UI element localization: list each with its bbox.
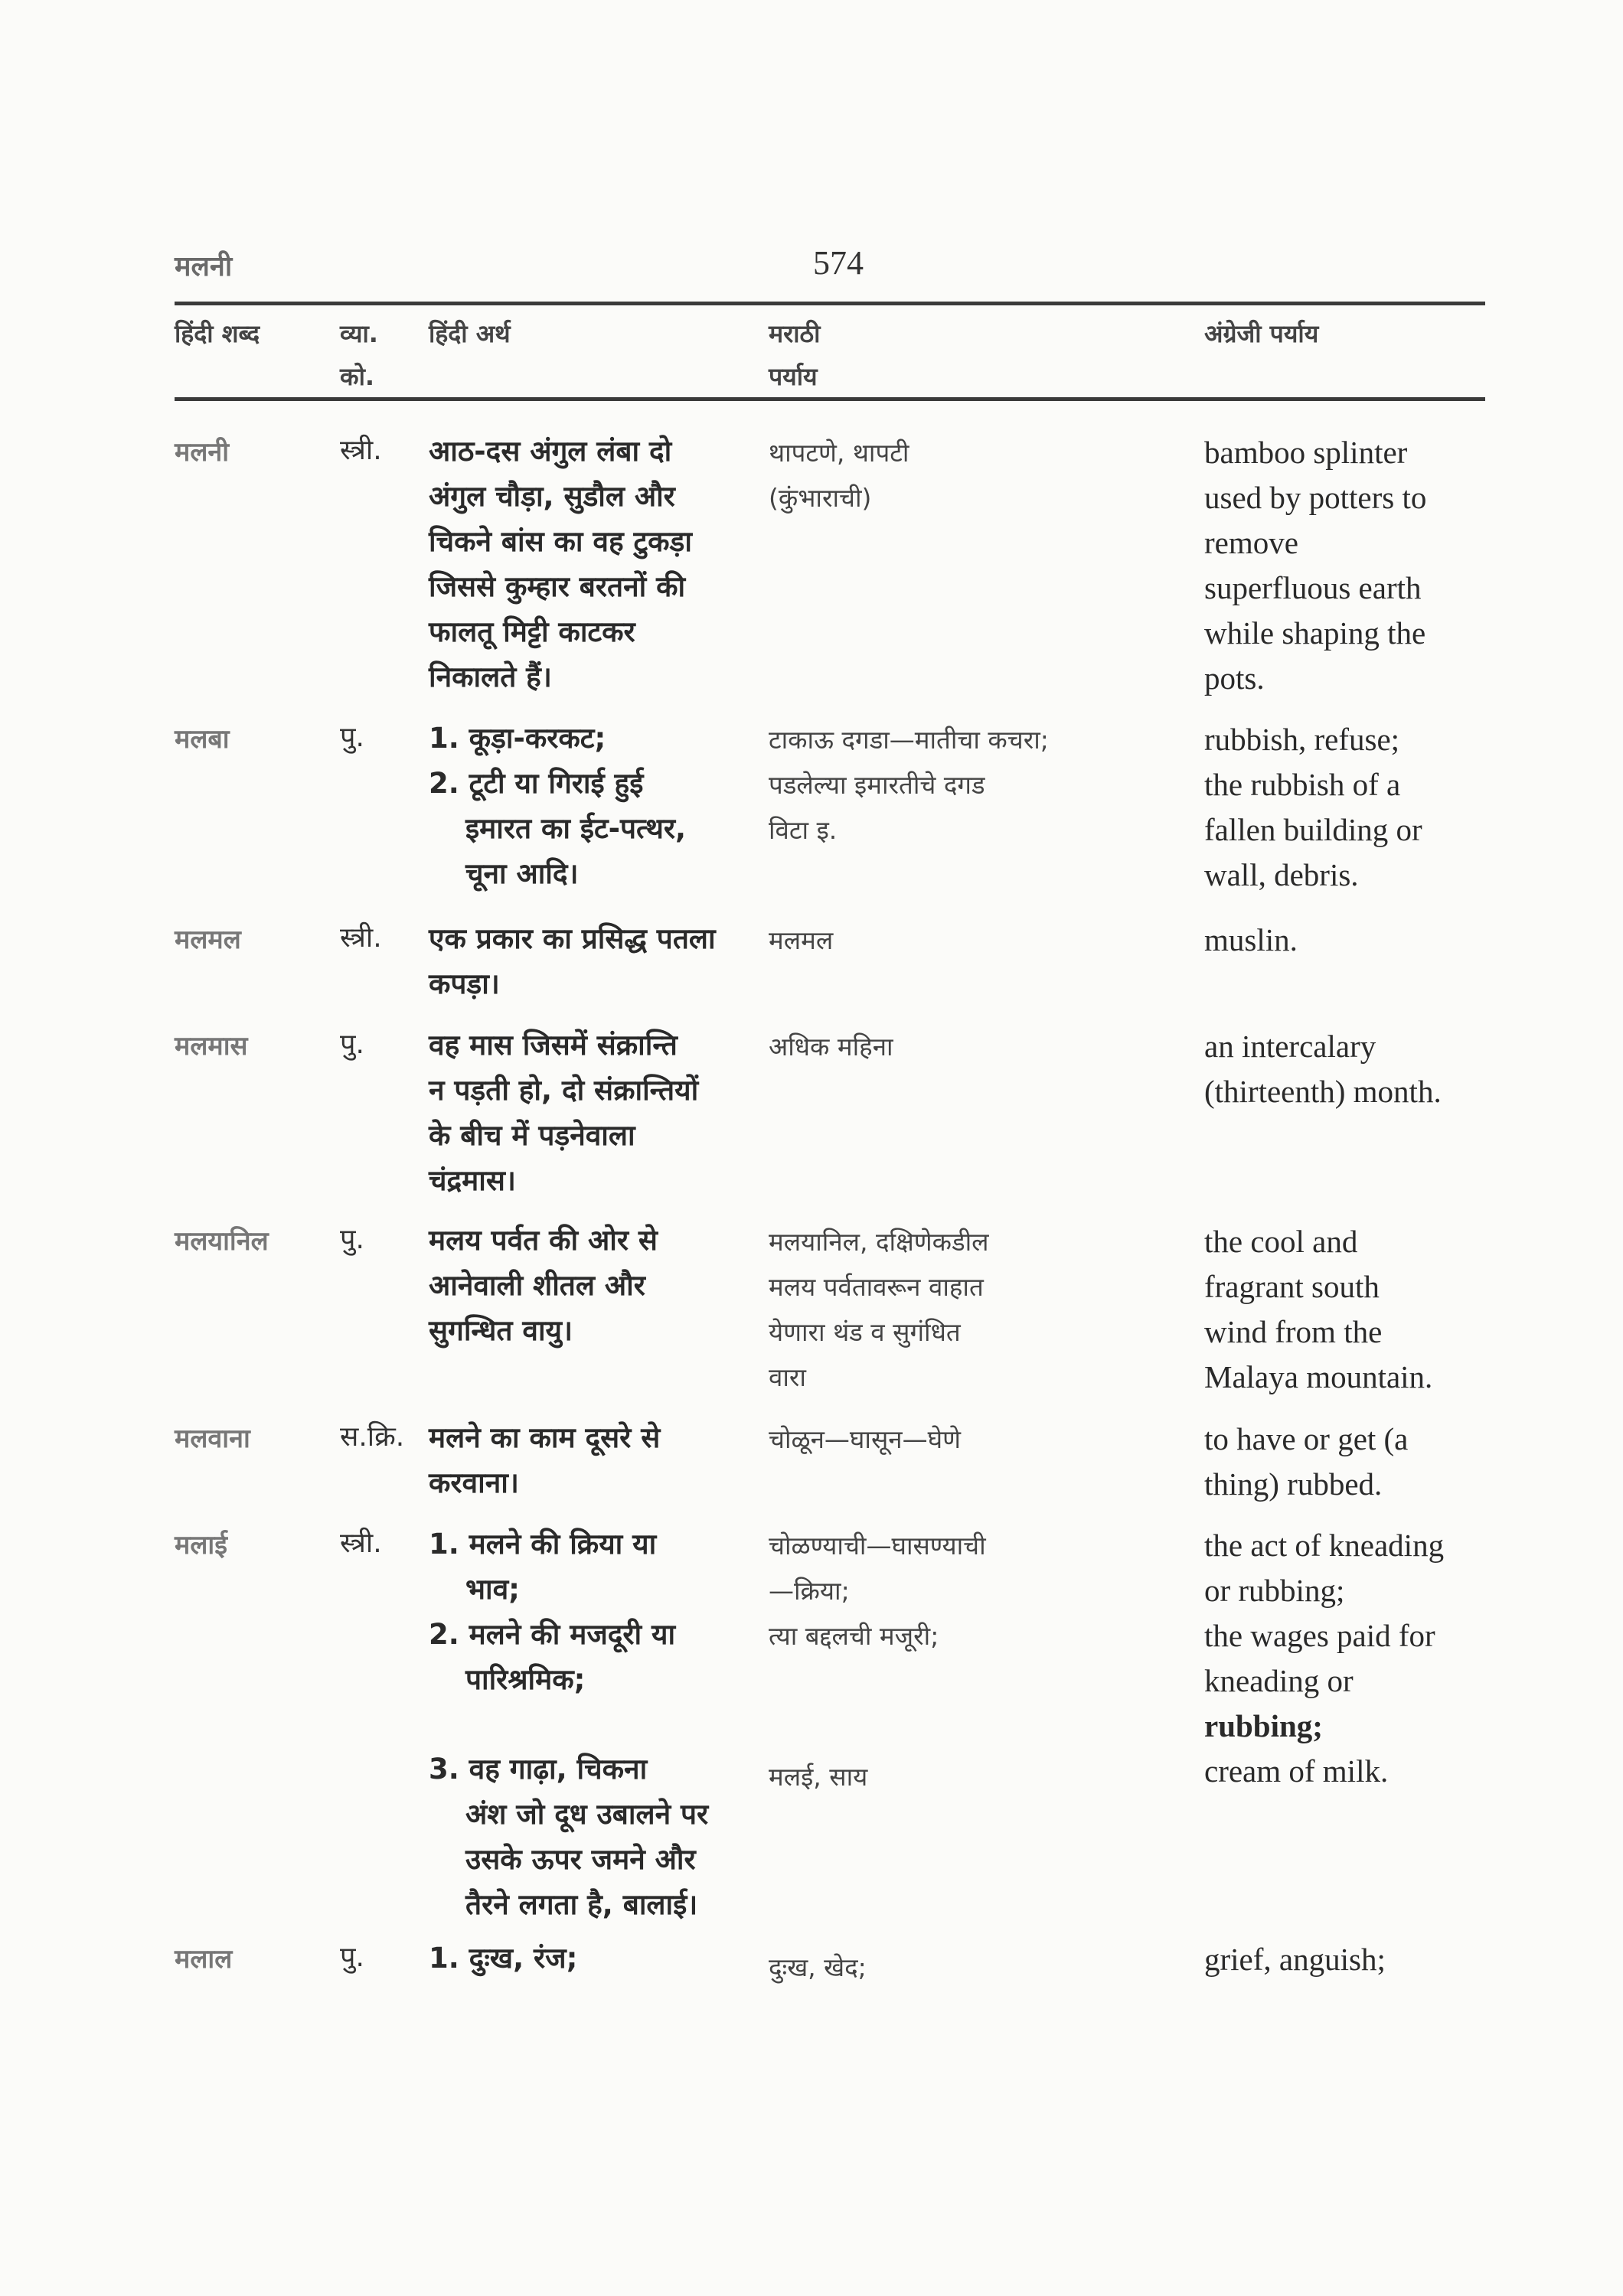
- hindi-meaning: [429, 916, 716, 1006]
- english-synonym-line: cream of milk.: [1204, 1753, 1389, 1789]
- marathi-synonym-line: मलई, साय: [769, 1762, 868, 1792]
- english-synonym-line: Malaya mountain.: [1204, 1359, 1433, 1394]
- header-bottom-rule: [175, 397, 1485, 401]
- hindi-meaning-line: आठ-दस अंगुल लंबा दो: [429, 435, 672, 468]
- hindi-meaning-line: चिकने बांस का वह टुकड़ा: [429, 525, 692, 558]
- hindi-meaning-line: सुगन्धित वायु।: [429, 1314, 573, 1347]
- hindi-meaning-line: जिससे कुम्हार बरतनों की: [429, 570, 686, 603]
- marathi-synonym-line: अधिक महिना: [769, 1032, 893, 1062]
- hindi-meaning-line: पारिश्रमिक;: [465, 1663, 586, 1696]
- marathi-synonym-line: चोळून—घासून—घेणे: [769, 1424, 961, 1454]
- marathi-synonym: [769, 1417, 961, 1462]
- marathi-synonym-line: त्या बद्दलची मजूरी;: [769, 1621, 939, 1651]
- english-synonym-line: rubbish, refuse;: [1204, 722, 1400, 757]
- hindi-meaning-line: आनेवाली शीतल और: [429, 1269, 645, 1302]
- hindi-meaning-line: करवाना।: [429, 1466, 519, 1499]
- column-header-grammar: व्या.: [340, 319, 378, 348]
- english-synonym-line: (thirteenth) month.: [1204, 1074, 1442, 1109]
- hindi-meaning: [429, 716, 686, 896]
- hindi-meaning-line: भाव;: [465, 1573, 520, 1606]
- marathi-synonym: [769, 1754, 867, 1799]
- marathi-synonym: [769, 1523, 986, 1658]
- hindi-meaning-line: फालतू मिट्टी काटकर: [429, 615, 635, 648]
- marathi-synonym-line: —क्रिया;: [769, 1576, 850, 1606]
- column-header-marathi-2: पर्याय: [769, 362, 818, 391]
- top-rule: [175, 302, 1485, 305]
- english-synonym: [1204, 918, 1298, 963]
- english-synonym-line: the cool and: [1204, 1224, 1358, 1259]
- hindi-meaning-line: चंद्रमास।: [429, 1164, 516, 1197]
- hindi-meaning: [429, 1936, 577, 1981]
- english-synonym: [1204, 1417, 1408, 1507]
- marathi-synonym-line: पडलेल्या इमारतीचे दगड: [769, 770, 985, 800]
- hindi-meaning-line: तैरने लगता है, बालाई।: [465, 1888, 698, 1921]
- hindi-meaning: [429, 1746, 708, 1927]
- marathi-synonym-line: मलय पर्वतावरून वाहात: [769, 1272, 984, 1302]
- grammar-label: स्त्री.: [340, 1528, 382, 1559]
- hindi-meaning-line: न पड़ती हो, दो संक्रान्तियों: [429, 1074, 699, 1107]
- hindi-meaning-line: 3. वह गाढ़ा, चिकना: [429, 1753, 648, 1786]
- marathi-synonym-line: वारा: [769, 1362, 806, 1392]
- grammar-label: पु.: [340, 1942, 364, 1973]
- english-synonym-line: remove: [1204, 525, 1298, 560]
- english-synonym-line: muslin.: [1204, 922, 1298, 957]
- marathi-synonym-line: मलयानिल, दक्षिणेकडील: [769, 1227, 989, 1257]
- grammar-label: पु.: [340, 1029, 364, 1060]
- hindi-meaning: [429, 1022, 698, 1203]
- headword: मलमास: [175, 1031, 248, 1062]
- english-synonym: [1204, 717, 1422, 898]
- column-header-hindi-word: हिंदी शब्द: [175, 319, 260, 348]
- english-synonym-line: bamboo splinter: [1204, 435, 1408, 470]
- page-number: 574: [813, 244, 864, 282]
- hindi-meaning-line: वह मास जिसमें संक्रान्ति: [429, 1029, 678, 1062]
- hindi-meaning-line: के बीच में पड़नेवाला: [429, 1119, 635, 1152]
- column-header-marathi: मराठी: [769, 319, 821, 348]
- headword: मलाल: [175, 1944, 233, 1975]
- hindi-meaning-line: अंगुल चौड़ा, सुडौल और: [429, 480, 675, 513]
- headword: मलवाना: [175, 1424, 250, 1454]
- running-head: मलनी: [175, 251, 233, 282]
- column-header-hindi-meaning: हिंदी अर्थ: [429, 319, 511, 348]
- english-synonym-line: pots.: [1204, 660, 1265, 696]
- hindi-meaning-line: 1. मलने की क्रिया या: [429, 1528, 657, 1561]
- marathi-synonym: [769, 717, 1049, 853]
- grammar-label: स.क्रि.: [340, 1421, 405, 1453]
- hindi-meaning-line: एक प्रकार का प्रसिद्ध पतला: [429, 922, 716, 955]
- marathi-synonym-line: टाकाऊ दगडा—मातीचा कचरा;: [769, 725, 1049, 755]
- grammar-label: पु.: [340, 1224, 364, 1255]
- marathi-synonym-line: चोळण्याची—घासण्याची: [769, 1531, 986, 1561]
- english-synonym: [1204, 1219, 1432, 1400]
- english-synonym-line: rubbing;: [1204, 1708, 1323, 1743]
- english-synonym-line: kneading or: [1204, 1663, 1354, 1698]
- hindi-meaning-line: 2. मलने की मजदूरी या: [429, 1618, 676, 1651]
- english-synonym-line: wind from the: [1204, 1314, 1383, 1349]
- marathi-synonym: [769, 918, 833, 963]
- hindi-meaning-line: चूना आदि।: [465, 857, 579, 890]
- marathi-synonym: [769, 1024, 893, 1069]
- english-synonym-line: or rubbing;: [1204, 1573, 1345, 1608]
- english-synonym-line: while shaping the: [1204, 615, 1426, 651]
- headword: मलनी: [175, 437, 230, 468]
- hindi-meaning: [429, 429, 692, 700]
- hindi-meaning: [429, 1415, 660, 1505]
- english-synonym-line: the act of kneading: [1204, 1528, 1445, 1563]
- english-synonym: [1204, 1024, 1442, 1114]
- marathi-synonym-line: (कुंभाराची): [769, 483, 872, 513]
- hindi-meaning-line: कपड़ा।: [429, 967, 500, 1000]
- hindi-meaning-line: 1. कूड़ा-करकट;: [429, 722, 606, 755]
- english-synonym-line: fragrant south: [1204, 1269, 1380, 1304]
- hindi-meaning-line: 2. टूटी या गिराई हुई: [429, 767, 644, 800]
- hindi-meaning: [429, 1521, 675, 1702]
- english-synonym-line: to have or get (a: [1204, 1421, 1409, 1456]
- english-synonym-line: the rubbish of a: [1204, 767, 1401, 802]
- hindi-meaning-line: निकालते हैं।: [429, 660, 552, 693]
- hindi-meaning-line: अंश जो दूध उबालने पर: [465, 1798, 709, 1831]
- grammar-label: स्त्री.: [340, 922, 382, 954]
- english-synonym: [1204, 430, 1426, 701]
- marathi-synonym: [769, 430, 909, 520]
- marathi-synonym-line: येणारा थंड व सुगंधित: [769, 1317, 961, 1347]
- hindi-meaning-line: मलने का काम दूसरे से: [429, 1421, 661, 1454]
- english-synonym-line: fallen building or: [1204, 812, 1422, 847]
- english-synonym-line: thing) rubbed.: [1204, 1466, 1383, 1502]
- hindi-meaning-line: मलय पर्वत की ओर से: [429, 1224, 658, 1257]
- headword: मलयानिल: [175, 1226, 269, 1257]
- marathi-synonym: [769, 1219, 989, 1400]
- hindi-meaning-line: 1. दुःख, रंज;: [429, 1942, 578, 1975]
- headword: मलाई: [175, 1530, 227, 1561]
- headword: मलबा: [175, 724, 230, 755]
- hindi-meaning-line: इमारत का ईट-पत्थर,: [465, 812, 687, 845]
- headword: मलमल: [175, 925, 241, 955]
- english-synonym-line: the wages paid for: [1204, 1618, 1435, 1653]
- marathi-synonym-line: थापटणे, थापटी: [769, 438, 909, 468]
- marathi-synonym-line: मलमल: [769, 925, 834, 955]
- english-synonym: [1204, 1523, 1444, 1794]
- english-synonym: [1204, 1937, 1386, 1982]
- column-header-english: अंग्रेजी पर्याय: [1204, 319, 1319, 348]
- column-header-grammar-2: को.: [340, 362, 375, 391]
- grammar-label: स्त्री.: [340, 435, 382, 466]
- english-synonym-line: an intercalary: [1204, 1029, 1376, 1064]
- grammar-label: पु.: [340, 722, 364, 753]
- marathi-synonym: [769, 1945, 867, 1990]
- hindi-meaning: [429, 1218, 658, 1353]
- english-synonym-line: superfluous earth: [1204, 570, 1422, 605]
- english-synonym-line: wall, debris.: [1204, 857, 1359, 892]
- english-synonym-line: used by potters to: [1204, 480, 1427, 515]
- hindi-meaning-line: उसके ऊपर जमने और: [465, 1843, 696, 1876]
- marathi-synonym-line: विटा इ.: [769, 815, 838, 845]
- marathi-synonym-line: दुःख, खेद;: [769, 1952, 867, 1982]
- english-synonym-line: grief, anguish;: [1204, 1942, 1386, 1977]
